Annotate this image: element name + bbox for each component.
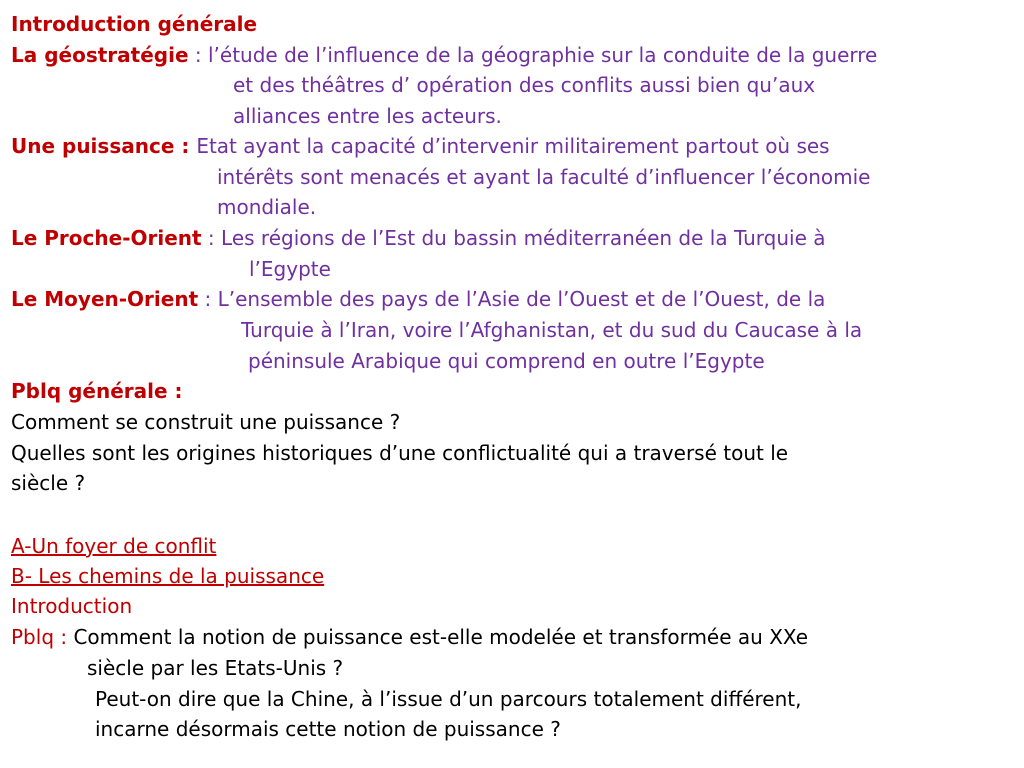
definition-geostrategie [11,40,877,70]
definition-text: alliances entre les acteurs. [233,104,502,128]
pblq-general-question: Comment se construit une puissance ? [11,410,401,434]
definition-text: et des théâtres d’ opération des conflits aussi bien qu’aux [233,73,816,97]
term-puissance: Une puissance : [11,134,197,158]
plan-pblq [11,622,808,652]
pblq-question: incarne désormais cette notion de puissance ? [95,717,561,741]
definition-text: l’Egypte [249,257,331,281]
pblq-question: Peut-on dire que la Chine, à l’issue d’un parcours totalement différent, [95,687,802,711]
definition-text: péninsule Arabique qui comprend en outre l’Egypte [248,349,765,373]
pblq-general-label: Pblq générale : [11,379,183,403]
plan-part-a: A-Un foyer de conflit [11,534,217,558]
plan-introduction: Introduction [11,594,133,618]
definition-text: L’ensemble des pays de l’Asie de l’Ouest et de l’Ouest, de la [217,287,826,311]
term-separator: : [188,43,208,67]
definition-text: mondiale. [217,195,317,219]
pblq-question: siècle par les Etats-Unis ? [87,656,344,680]
definition-text: Les régions de l’Est du bassin méditerranéen de la Turquie à [221,226,826,250]
definition-text: Etat ayant la capacité d’intervenir militairement partout où ses [196,134,830,158]
pblq-general-question: Quelles sont les origines historiques d’une conflictualité qui a traversé tout le [11,441,789,465]
pblq-label: Pblq : [11,625,74,649]
definition-proche-orient [11,223,826,253]
definition-text: l’étude de l’influence de la géographie sur la conduite de la guerre [207,43,878,67]
definition-puissance [11,131,830,161]
term-separator: : [198,287,218,311]
term-separator: : [201,226,222,250]
intro-heading: Introduction générale [11,12,258,36]
definition-text: intérêts sont menacés et ayant la faculté d’influencer l’économie [217,165,871,189]
term-proche-orient: Le Proche-Orient [11,226,202,250]
definition-text: Turquie à l’Iran, voire l’Afghanistan, et du sud du Caucase à la [241,318,863,342]
pblq-question: Comment la notion de puissance est-elle modelée et transformée au XXe [73,625,808,649]
term-moyen-orient: Le Moyen-Orient [11,287,199,311]
definition-moyen-orient [11,284,825,314]
term-geostrategie: La géostratégie [11,43,189,67]
pblq-general-question: siècle ? [11,471,86,495]
plan-part-b: B- Les chemins de la puissance [11,564,325,588]
